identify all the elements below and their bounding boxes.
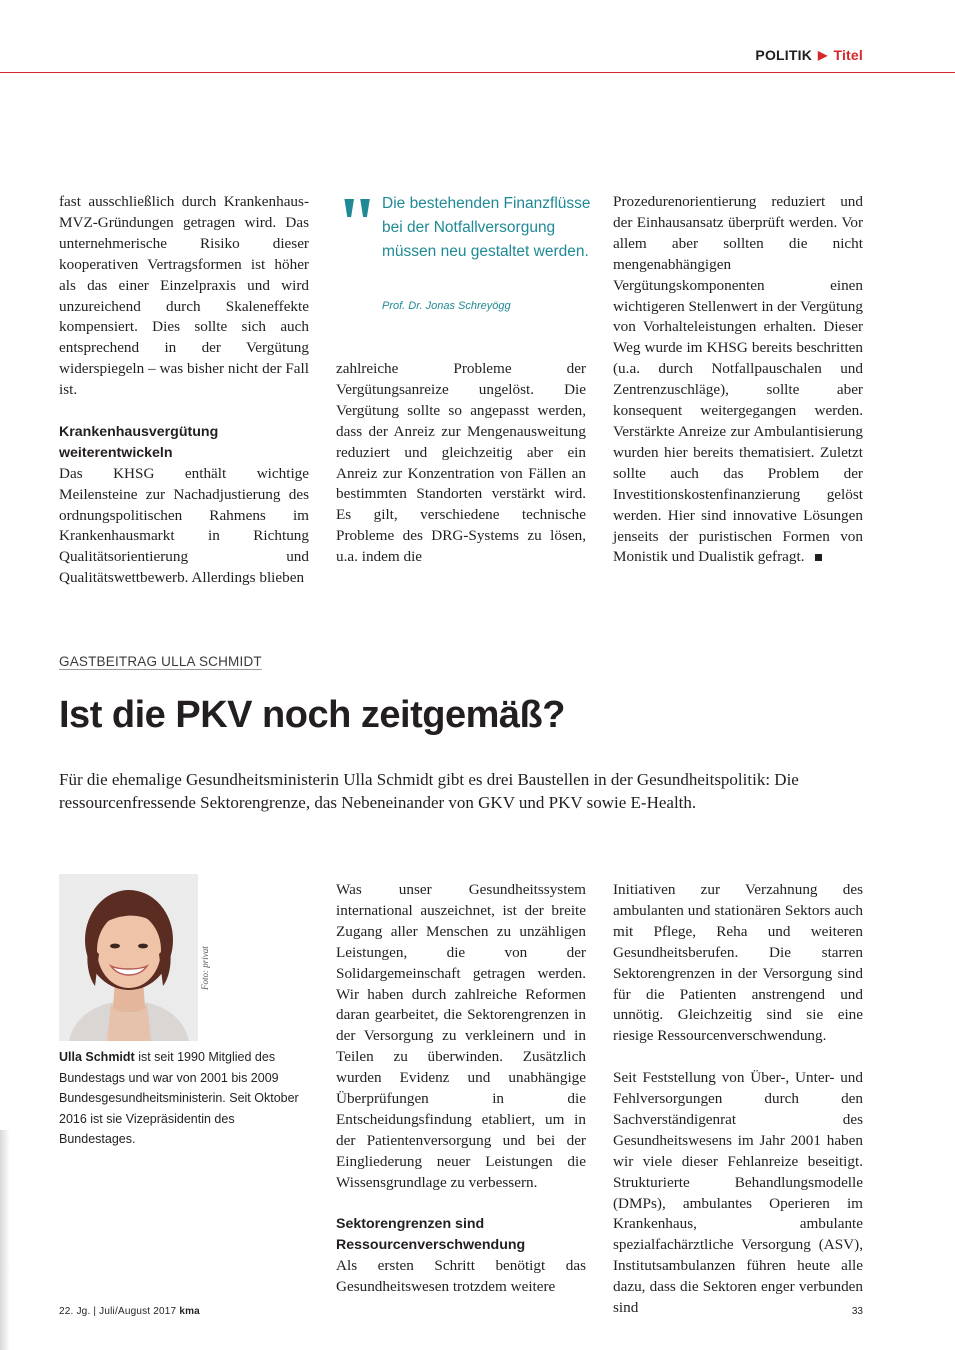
caption-name: Ulla Schmidt <box>59 1050 135 1064</box>
page-footer <box>59 1306 200 1317</box>
article2-col3-paragraph-2: Seit Feststellung von Über-, Unter- und Fehlversorgungen durch den Sachverständigenrat des Gesundheitswesens im Jahr 2001 haben wir viele dieser Fehlanreize beseitigt. Strukturierte Behandlungsmodelle (DMPs), ambulantes Operieren im Krankenhaus, ambulante spezialfachärztliche Versorgung (ASV), Institutsambulanzen führen heute alle dazu, dass die Sektoren enger verbunden sind <box>613 1069 863 1317</box>
pull-quote-text: Die bestehenden Finanzflüsse bei der Notfallversorgung müssen neu gestaltet werden. <box>382 195 591 260</box>
article2-col3-paragraph-1: Initiativen zur Verzahnung des ambulanten und stationären Sektors auch mit Pflege, Reha und weiteren Gesundheitsberufen. Die starren Sektorengrenzen in der Versorgung sind für die Patienten anstrengend und unnötig. Gleichzeitig sind sie eine riesige Ressourcenverschwendung. <box>613 881 863 1045</box>
article2-lead: Für die ehemalige Gesundheitsministerin Ulla Schmidt gibt es drei Baustellen in der Gesundheitspolitik: Die ressourcenfressende Sektorengrenze, das Nebeneinander von GKV und PKV sowie E-Health. <box>59 770 799 812</box>
article2-col2-paragraph-2: Als ersten Schritt benötigt das Gesundheitswesen trotzdem weitere <box>336 1257 586 1296</box>
issue-info: 22. Jg. | Juli/August 2017 <box>59 1306 177 1317</box>
article2-subheading: Sektorengrenzen sind Ressourcenverschwendung <box>336 1216 526 1254</box>
article1-col1-paragraph-1: fast ausschließlich durch Krankenhaus-MVZ-Gründungen getragen wird. Das unternehmerische Risiko dieser kooperativen Vertragsformen ist höher als das einer Einzelpraxis und wird unzureichend durch Skaleneffekte kompensiert. Dies sollte sich auch entsprechend in der Vergütung widerspiegeln – was bisher nicht der Fall ist. <box>59 193 309 399</box>
triangle-right-icon: ▶ <box>818 48 828 62</box>
article1-col1-paragraph-2: Das KHSG enthält wichtige Meilensteine zur Nachadjustierung des ordnungspolitischen Rahmens im Krankenhausmarkt in Richtung Qualitätsorientierung und Qualitätswettbewerb. Allerdings blieben <box>59 464 309 587</box>
quote-mark-icon: " <box>336 182 373 266</box>
author-portrait-photo <box>59 874 198 1041</box>
article2-column-3 <box>613 880 863 1319</box>
end-of-article-mark <box>815 554 822 561</box>
section-header <box>755 47 863 63</box>
article2-kicker: GASTBEITRAG ULLA SCHMIDT <box>59 654 262 669</box>
article1-subheading: Krankenhausvergütung weiterentwickeln <box>59 423 219 461</box>
page-number: 33 <box>851 1306 863 1317</box>
photo-caption <box>59 1047 309 1150</box>
portrait-illustration <box>59 874 198 1041</box>
article2-col2-paragraph-1: Was unser Gesundheitssystem international auszeichnet, ist der breite Zugang aller Menschen zu unzähligen Leistungen, die von der Solidargemeinschaft getragen werden. Wir haben durch zahlreiche Reformen daran gearbeitet, die Sektorengrenzen in der Versorgung zu verkleinern und in Teilen zu überwinden. Zusätzlich wurden Evidenz und unabhängige Überprüfungen in die Entscheidungsfindung etabliert, um in der Patientenversorgung und bei der Eingliederung neuer Leistungen die Wissensgrundlage zu verbessern. <box>336 881 586 1191</box>
article1-col2-paragraph-1: zahlreiche Probleme der Vergütungsanreize ungelöst. Die Vergütung sollte so angepasst werden, dass der Anreiz zur Mengenausweitung reduziert und gleichzeitig aber ein Anreiz zur Konzentration von Fällen an bestimmten Standorten verstärkt wird. Es gilt, verschiedene technische Probleme des DRG-Systems zu lösen, u.a. indem die <box>336 360 586 566</box>
article2-column-2 <box>336 880 586 1298</box>
article1-column-3 <box>613 192 863 568</box>
subsection-label: Titel <box>833 47 863 63</box>
article1-col3-paragraph-1 <box>613 192 863 568</box>
header-rule <box>0 72 955 73</box>
magazine-brand: kma <box>179 1306 200 1317</box>
pull-quote-author: Prof. Dr. Jonas Schreyögg <box>382 300 511 312</box>
article1-column-1 <box>59 192 309 589</box>
page-edge-shadow <box>0 1130 10 1350</box>
caption-text: ist seit 1990 Mitglied des Bundestags und war von 2001 bis 2009 Bundesgesundheitsministerin. Seit Oktober 2016 ist sie Vizepräsidentin des Bundestages. <box>59 1050 299 1146</box>
photo-credit: Foto: privat <box>200 946 210 990</box>
article1-col3-text: Prozedurenorientierung reduziert und der Einhausansatz überprüft werden. Vor allem aber sollten die nicht mengenabhängigen Vergütungskomponenten einen wichtigeren Stellenwert in der Vergütung von Vorhalteleistungen erhalten. Dieser Weg wurde im KHSG bereits beschritten (u.a. durch Notfallpauschalen und Zentrenzuschläge), sollte aber konsequent weitergegangen werden. Verstärkte Anreize zur Ambulantisierung wurden hier bereits thematisiert. Zuletzt sollte auch das Problem der Investitionskostenfinanzierung gelöst werden. Hier sind innovative Lösungen jenseits der puristischen Formen von Monistik und Dualistik gefragt. <box>613 193 863 566</box>
article1-column-2 <box>336 359 586 568</box>
section-label: POLITIK <box>755 47 813 63</box>
article2-headline: Ist die PKV noch zeitgemäß? <box>59 694 565 736</box>
